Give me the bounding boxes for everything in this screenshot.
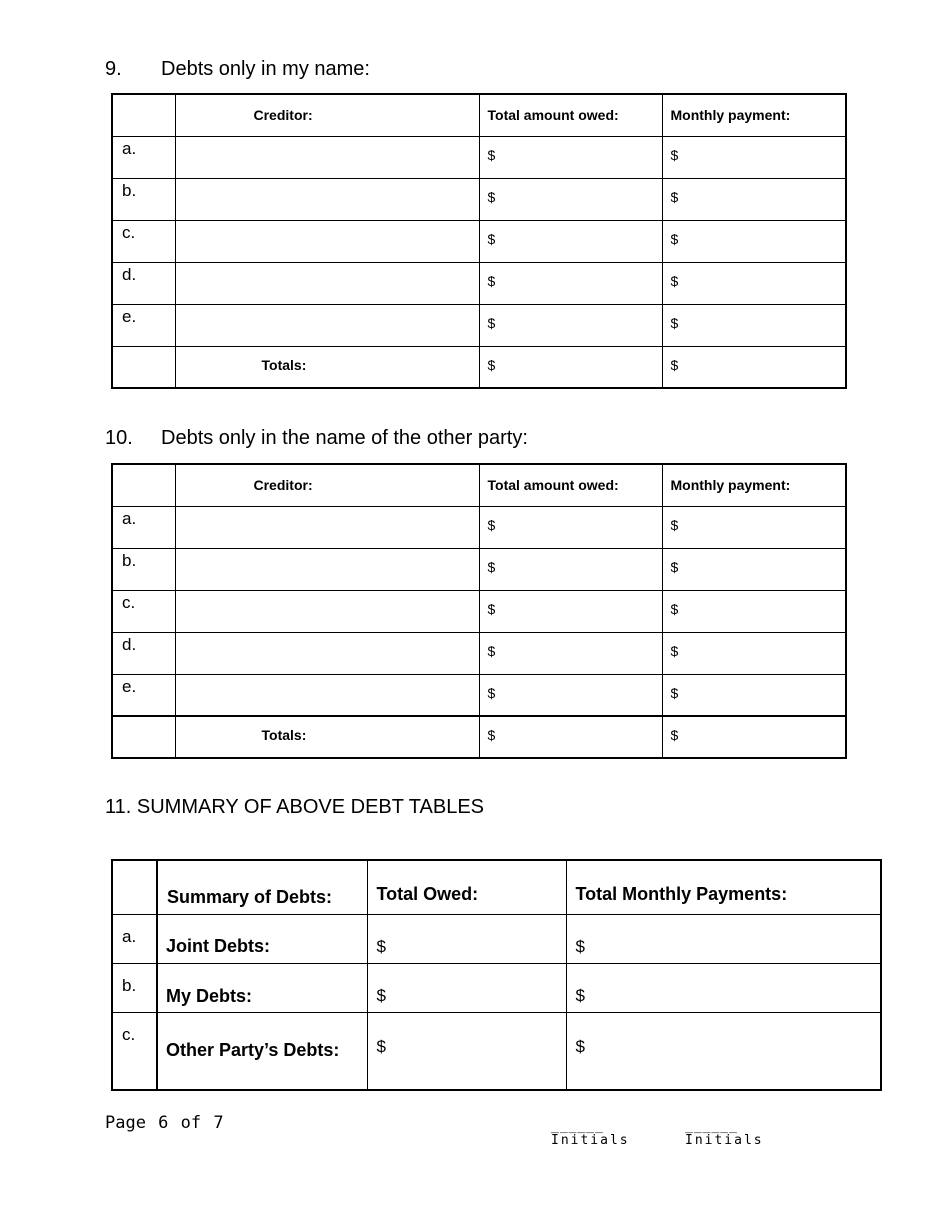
header-total-owed: Total amount owed: bbox=[479, 94, 662, 136]
creditor-field[interactable] bbox=[175, 220, 479, 262]
total-owed-field[interactable]: $ bbox=[479, 674, 662, 716]
creditor-field[interactable] bbox=[175, 590, 479, 632]
header-monthly-payment: Monthly payment: bbox=[662, 94, 846, 136]
page-number: Page 6 of 7 bbox=[105, 1113, 224, 1133]
table-row bbox=[112, 590, 846, 632]
row-label: c. bbox=[112, 590, 175, 632]
monthly-payment-field[interactable]: $ bbox=[662, 590, 846, 632]
creditor-field[interactable] bbox=[175, 262, 479, 304]
initials-block-2 bbox=[685, 1120, 764, 1148]
total-monthly-field[interactable]: $ bbox=[566, 963, 881, 1012]
table-header-row bbox=[112, 464, 846, 506]
creditor-field[interactable] bbox=[175, 304, 479, 346]
totals-blank bbox=[112, 716, 175, 758]
section-title: Debts only in my name: bbox=[161, 58, 370, 80]
table-row bbox=[112, 632, 846, 674]
row-label: b. bbox=[112, 963, 157, 1012]
total-owed-field[interactable]: $ bbox=[479, 590, 662, 632]
section-number: 10. bbox=[105, 427, 133, 449]
table-row bbox=[112, 674, 846, 716]
section-9-heading bbox=[105, 57, 370, 81]
row-label: b. bbox=[112, 548, 175, 590]
table-row bbox=[112, 506, 846, 548]
table-row bbox=[112, 304, 846, 346]
totals-monthly-field[interactable]: $ bbox=[662, 716, 846, 758]
row-label: e. bbox=[112, 304, 175, 346]
table-row bbox=[112, 548, 846, 590]
total-monthly-field[interactable]: $ bbox=[566, 914, 881, 963]
header-total-monthly-payments: Total Monthly Payments: bbox=[566, 860, 881, 914]
totals-monthly-field[interactable]: $ bbox=[662, 346, 846, 388]
summary-row-name: Other Party’s Debts: bbox=[157, 1012, 367, 1090]
totals-row bbox=[112, 716, 846, 758]
monthly-payment-field[interactable]: $ bbox=[662, 674, 846, 716]
creditor-field[interactable] bbox=[175, 632, 479, 674]
row-label: a. bbox=[112, 914, 157, 963]
total-owed-field[interactable]: $ bbox=[479, 178, 662, 220]
row-label: a. bbox=[112, 506, 175, 548]
total-owed-field[interactable]: $ bbox=[479, 548, 662, 590]
summary-header-row bbox=[112, 860, 881, 914]
debt-summary-table bbox=[111, 859, 882, 1091]
total-owed-field[interactable]: $ bbox=[367, 1012, 566, 1090]
initials-label: Initials bbox=[551, 1133, 630, 1148]
total-owed-field[interactable]: $ bbox=[479, 506, 662, 548]
header-creditor: Creditor: bbox=[175, 94, 479, 136]
total-owed-field[interactable]: $ bbox=[479, 632, 662, 674]
initials-label: Initials bbox=[685, 1133, 764, 1148]
total-monthly-field[interactable]: $ bbox=[566, 1012, 881, 1090]
row-label: c. bbox=[112, 1012, 157, 1090]
summary-row bbox=[112, 963, 881, 1012]
total-owed-field[interactable]: $ bbox=[479, 136, 662, 178]
row-label: e. bbox=[112, 674, 175, 716]
creditor-field[interactable] bbox=[175, 178, 479, 220]
initials-block-1 bbox=[551, 1120, 630, 1148]
table-row bbox=[112, 136, 846, 178]
total-owed-field[interactable]: $ bbox=[367, 963, 566, 1012]
monthly-payment-field[interactable]: $ bbox=[662, 632, 846, 674]
initials-line[interactable]: ______ bbox=[685, 1119, 738, 1134]
header-total-owed: Total amount owed: bbox=[479, 464, 662, 506]
row-label: b. bbox=[112, 178, 175, 220]
total-owed-field[interactable]: $ bbox=[479, 220, 662, 262]
header-monthly-payment: Monthly payment: bbox=[662, 464, 846, 506]
monthly-payment-field[interactable]: $ bbox=[662, 262, 846, 304]
header-summary-of-debts: Summary of Debts: bbox=[157, 860, 367, 914]
creditor-field[interactable] bbox=[175, 674, 479, 716]
total-owed-field[interactable]: $ bbox=[479, 262, 662, 304]
total-owed-field[interactable]: $ bbox=[367, 914, 566, 963]
total-owed-field[interactable]: $ bbox=[479, 304, 662, 346]
summary-row-name: My Debts: bbox=[157, 963, 367, 1012]
row-label: c. bbox=[112, 220, 175, 262]
monthly-payment-field[interactable]: $ bbox=[662, 506, 846, 548]
initials-line[interactable]: ______ bbox=[551, 1119, 604, 1134]
summary-row bbox=[112, 914, 881, 963]
header-blank bbox=[112, 464, 175, 506]
section-11-heading: 11. SUMMARY OF ABOVE DEBT TABLES bbox=[105, 796, 485, 818]
row-label: d. bbox=[112, 632, 175, 674]
totals-blank bbox=[112, 346, 175, 388]
debts-my-name-table bbox=[111, 93, 847, 389]
creditor-field[interactable] bbox=[175, 548, 479, 590]
table-row bbox=[112, 262, 846, 304]
monthly-payment-field[interactable]: $ bbox=[662, 548, 846, 590]
totals-label: Totals: bbox=[175, 346, 479, 388]
summary-row bbox=[112, 1012, 881, 1090]
totals-owed-field[interactable]: $ bbox=[479, 716, 662, 758]
creditor-field[interactable] bbox=[175, 136, 479, 178]
header-blank bbox=[112, 860, 157, 914]
debts-other-party-table bbox=[111, 463, 847, 759]
summary-row-name: Joint Debts: bbox=[157, 914, 367, 963]
row-label: d. bbox=[112, 262, 175, 304]
header-creditor: Creditor: bbox=[175, 464, 479, 506]
table-row bbox=[112, 178, 846, 220]
monthly-payment-field[interactable]: $ bbox=[662, 136, 846, 178]
header-blank bbox=[112, 94, 175, 136]
section-10-heading bbox=[105, 426, 528, 450]
table-header-row bbox=[112, 94, 846, 136]
monthly-payment-field[interactable]: $ bbox=[662, 220, 846, 262]
header-total-owed: Total Owed: bbox=[367, 860, 566, 914]
monthly-payment-field[interactable]: $ bbox=[662, 304, 846, 346]
row-label: a. bbox=[112, 136, 175, 178]
totals-label: Totals: bbox=[175, 716, 479, 758]
totals-row bbox=[112, 346, 846, 388]
creditor-field[interactable] bbox=[175, 506, 479, 548]
section-title: Debts only in the name of the other party: bbox=[161, 427, 528, 449]
monthly-payment-field[interactable]: $ bbox=[662, 178, 846, 220]
totals-owed-field[interactable]: $ bbox=[479, 346, 662, 388]
section-number: 9. bbox=[105, 58, 122, 80]
table-row bbox=[112, 220, 846, 262]
